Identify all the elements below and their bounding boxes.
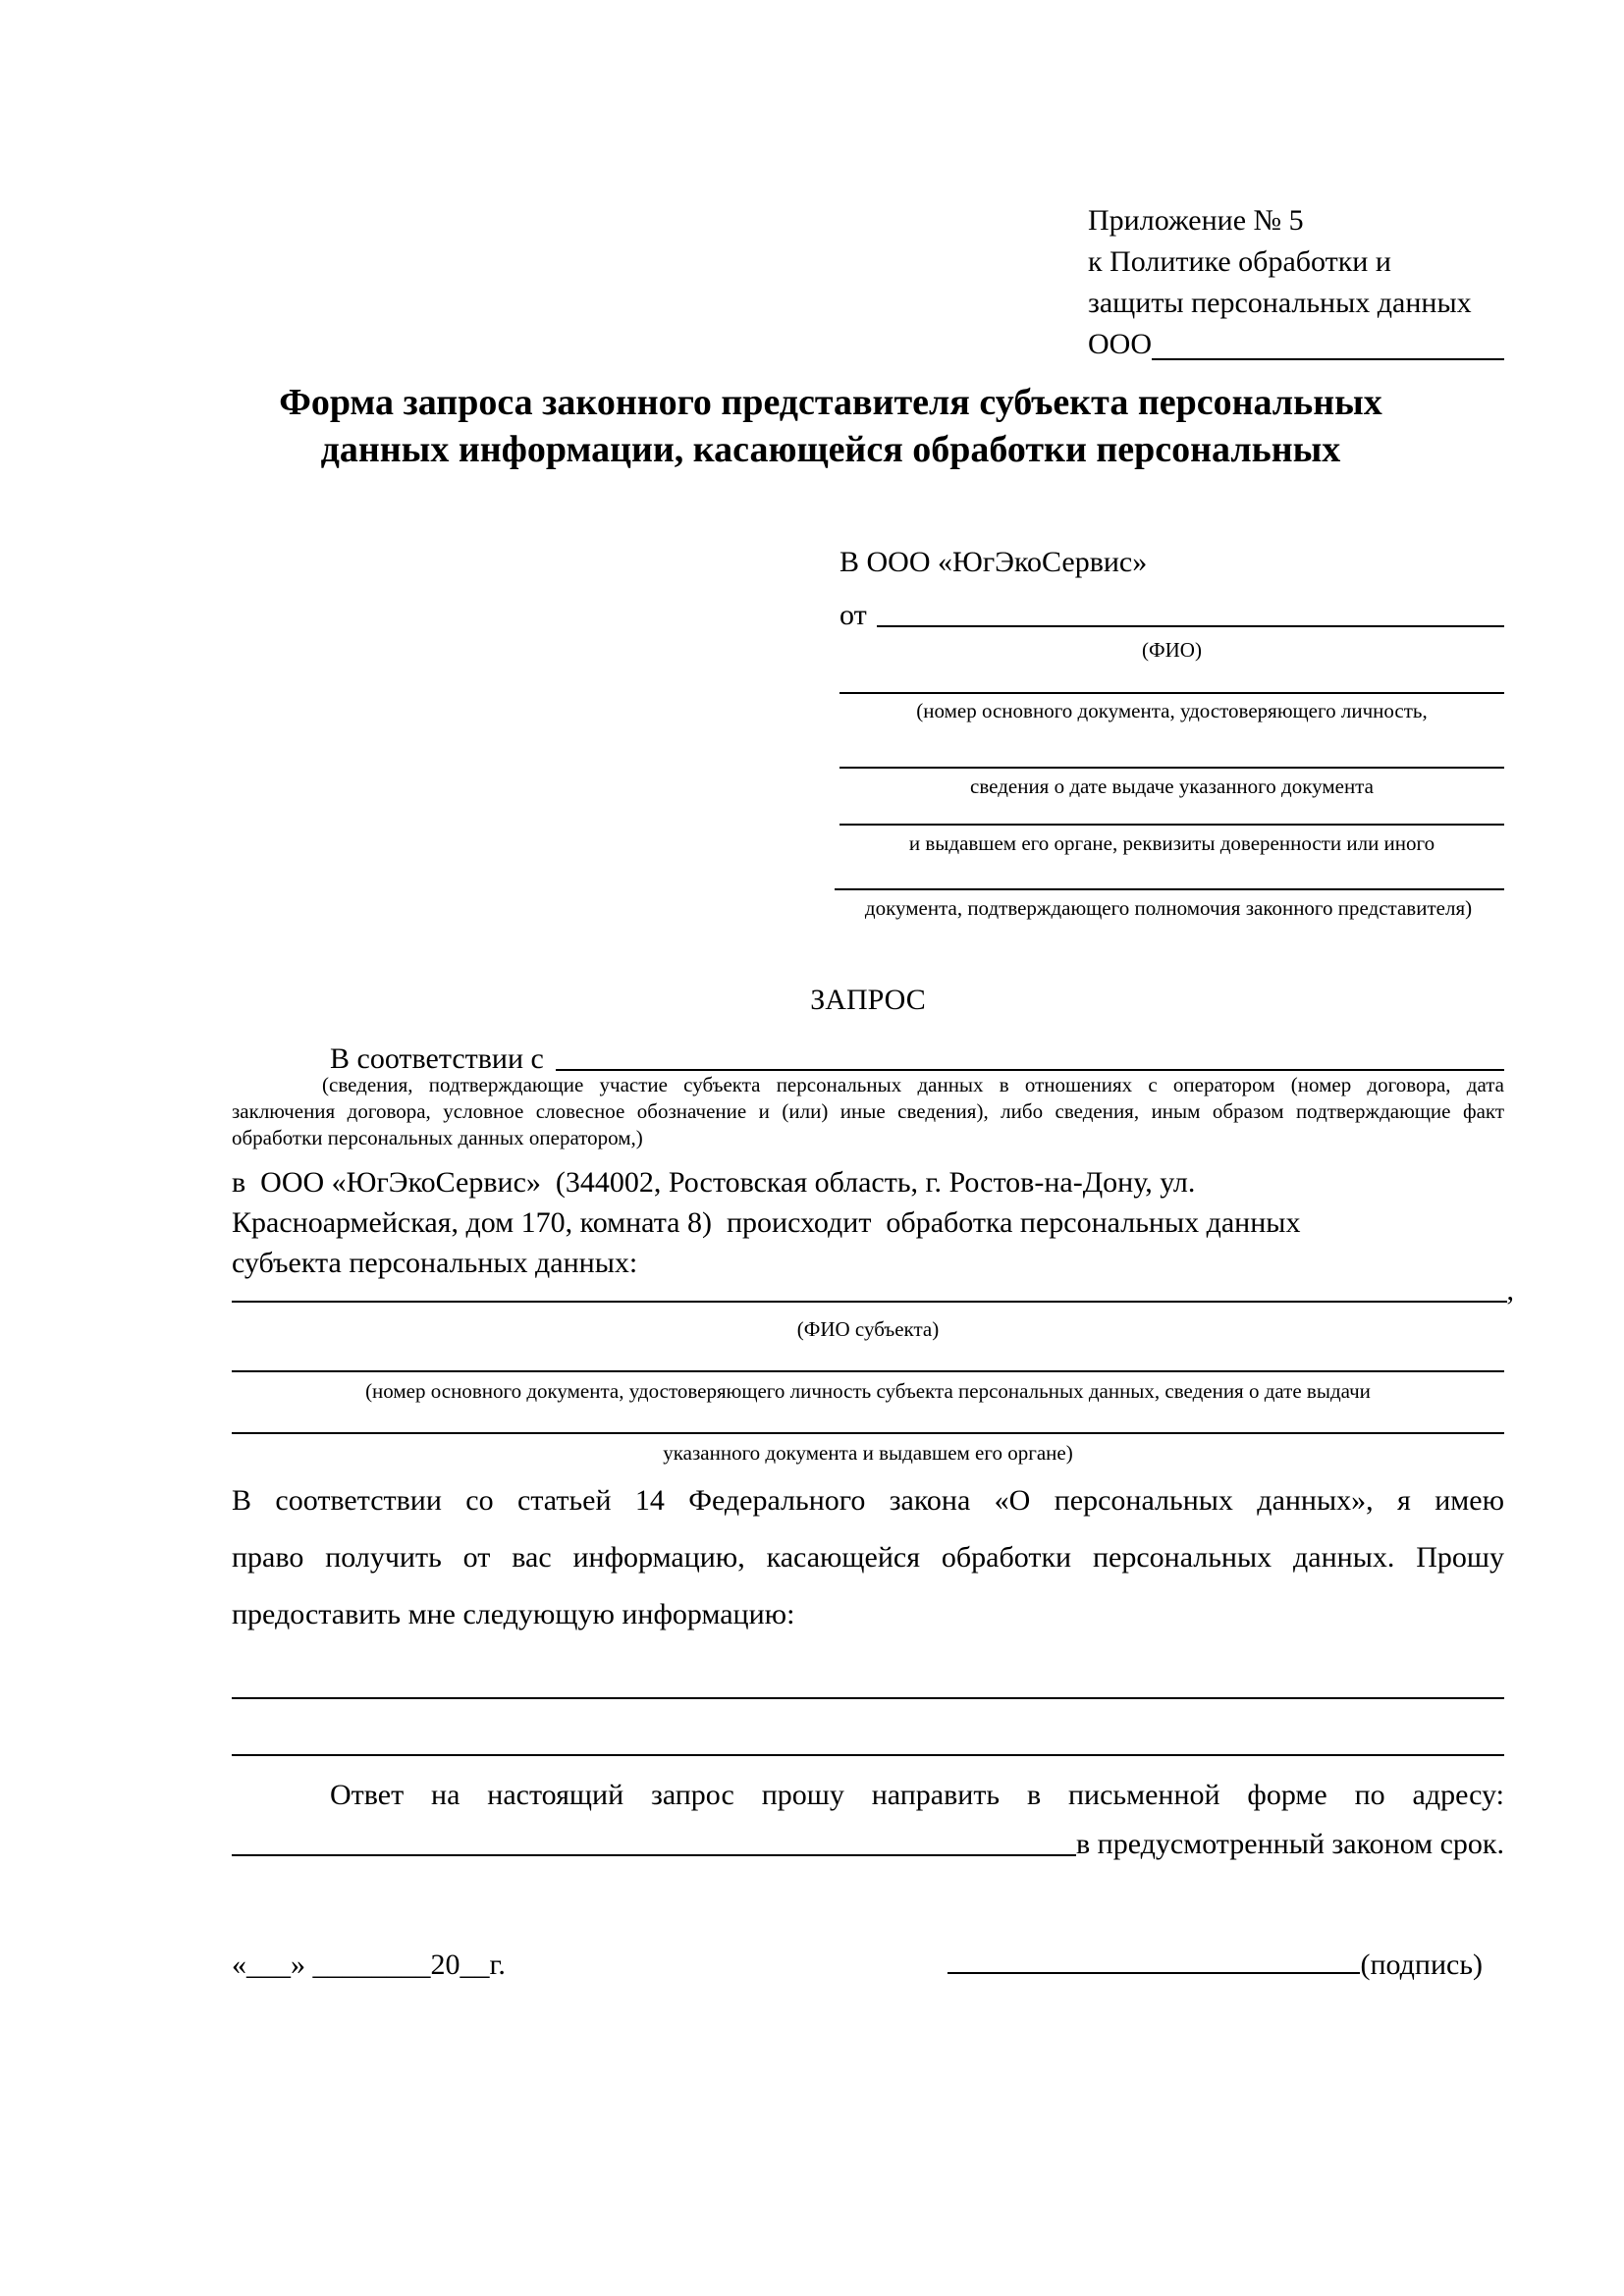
fio-caption: (ФИО) bbox=[1142, 638, 1202, 662]
doc-caption-3: и выдавшем его органе, реквизиты доверенности или иного bbox=[908, 831, 1435, 855]
operator-line-3: субъекта персональных данных: bbox=[232, 1247, 638, 1279]
reply-paragraph: Ответ на настоящий запрос прошу направить в письменной форме по адресу: bbox=[330, 1779, 1504, 1811]
annex-ooo-blank-line bbox=[1152, 358, 1504, 360]
intro-note bbox=[232, 1072, 1504, 1151]
annex-ooo-label: ООО bbox=[1088, 328, 1152, 360]
blank-line-doc-1 bbox=[839, 692, 1504, 694]
operator-line-2: Красноармейская, дом 170, комната 8) происходит обработка персональных данных bbox=[232, 1206, 1301, 1239]
operator-paragraph bbox=[232, 1162, 1504, 1283]
reply-suffix: в предусмотренный законом срок. bbox=[1076, 1828, 1504, 1860]
answer-blank-line-2 bbox=[232, 1754, 1504, 1756]
blank-line-doc-4 bbox=[835, 888, 1504, 890]
subject-fio-comma: , bbox=[1506, 1274, 1514, 1307]
annex-ooo-row bbox=[1088, 324, 1504, 365]
subject-fio-row bbox=[232, 1276, 1514, 1308]
document-title-line-1: Форма запроса законного представителя субъекта персональных bbox=[279, 382, 1382, 423]
answer-blank-line-1 bbox=[232, 1697, 1504, 1699]
addressee-from-label: от bbox=[839, 599, 867, 631]
annex-line-2: к Политике обработки и bbox=[1088, 245, 1391, 278]
intro-row bbox=[232, 1035, 1504, 1076]
operator-line-1: в ООО «ЮгЭкоСервис» (344002, Ростовская область, г. Ростов-на-Дону, ул. bbox=[232, 1166, 1196, 1199]
doc-caption-1: (номер основного документа, удостоверяющего личность, bbox=[916, 699, 1428, 722]
signature-caption: (подпись) bbox=[1360, 1949, 1483, 1981]
blank-line-doc-2 bbox=[839, 767, 1504, 769]
intro-note-line-2: заключения договора, условное словесное обозначение и (или) иные сведения), либо сведения, иным образом подтверждающие факт bbox=[232, 1099, 1504, 1123]
subject-fio-blank-line bbox=[232, 1301, 1507, 1303]
intro-note-line-3: обработки персональных данных оператором,) bbox=[232, 1126, 643, 1149]
addressee-to: В ООО «ЮгЭкоСервис» bbox=[839, 546, 1148, 578]
doc-caption-4: документа, подтверждающего полномочия законного представителя) bbox=[864, 896, 1473, 920]
law-line-3: предоставить мне следующую информацию: bbox=[232, 1598, 795, 1630]
from-blank-line bbox=[877, 625, 1504, 627]
intro-label: В соответствии с bbox=[330, 1042, 544, 1075]
signature-blank-line bbox=[947, 1972, 1360, 1974]
subject-fio-caption: (ФИО субъекта) bbox=[796, 1317, 940, 1341]
doc-caption-2: сведения о дате выдаче указанного документа bbox=[970, 774, 1374, 798]
intro-note-line-1: (сведения, подтверждающие участие субъекта персональных данных в отношениях с оператором (номер договора, дата bbox=[322, 1073, 1504, 1096]
annex-line-3: защиты персональных данных bbox=[1088, 287, 1472, 319]
document-title bbox=[157, 379, 1504, 473]
document-title-line-2: данных информации, касающейся обработки персональных bbox=[320, 429, 1341, 470]
subject-doc-blank-line-2 bbox=[232, 1432, 1504, 1434]
addressee-from-row bbox=[839, 593, 1504, 632]
reply-address-row bbox=[232, 1826, 1504, 1861]
date-field: «___» ________20__г. bbox=[232, 1949, 506, 1981]
subject-doc-caption-1: (номер основного документа, удостоверяющего личность субъекта персональных данных, сведения о дате выдачи bbox=[365, 1379, 1371, 1403]
law-line-1: В соответствии со статьей 14 Федерального закона «О персональных данных», я имею bbox=[232, 1484, 1504, 1517]
annex-block bbox=[1088, 200, 1504, 365]
reply-address-blank-line bbox=[232, 1854, 1076, 1856]
signature-row bbox=[947, 1949, 1483, 1982]
law-paragraph bbox=[232, 1472, 1504, 1643]
intro-blank-line bbox=[556, 1069, 1504, 1071]
subject-doc-caption-2: указанного документа и выдавшем его органе) bbox=[663, 1441, 1073, 1465]
blank-line-doc-3 bbox=[839, 824, 1504, 826]
annex-line-1: Приложение № 5 bbox=[1088, 204, 1304, 237]
law-line-2: право получить от вас информацию, касающейся обработки персональных данных. Прошу bbox=[232, 1541, 1504, 1574]
subject-doc-blank-line-1 bbox=[232, 1370, 1504, 1372]
request-heading: ЗАПРОС bbox=[810, 984, 926, 1016]
